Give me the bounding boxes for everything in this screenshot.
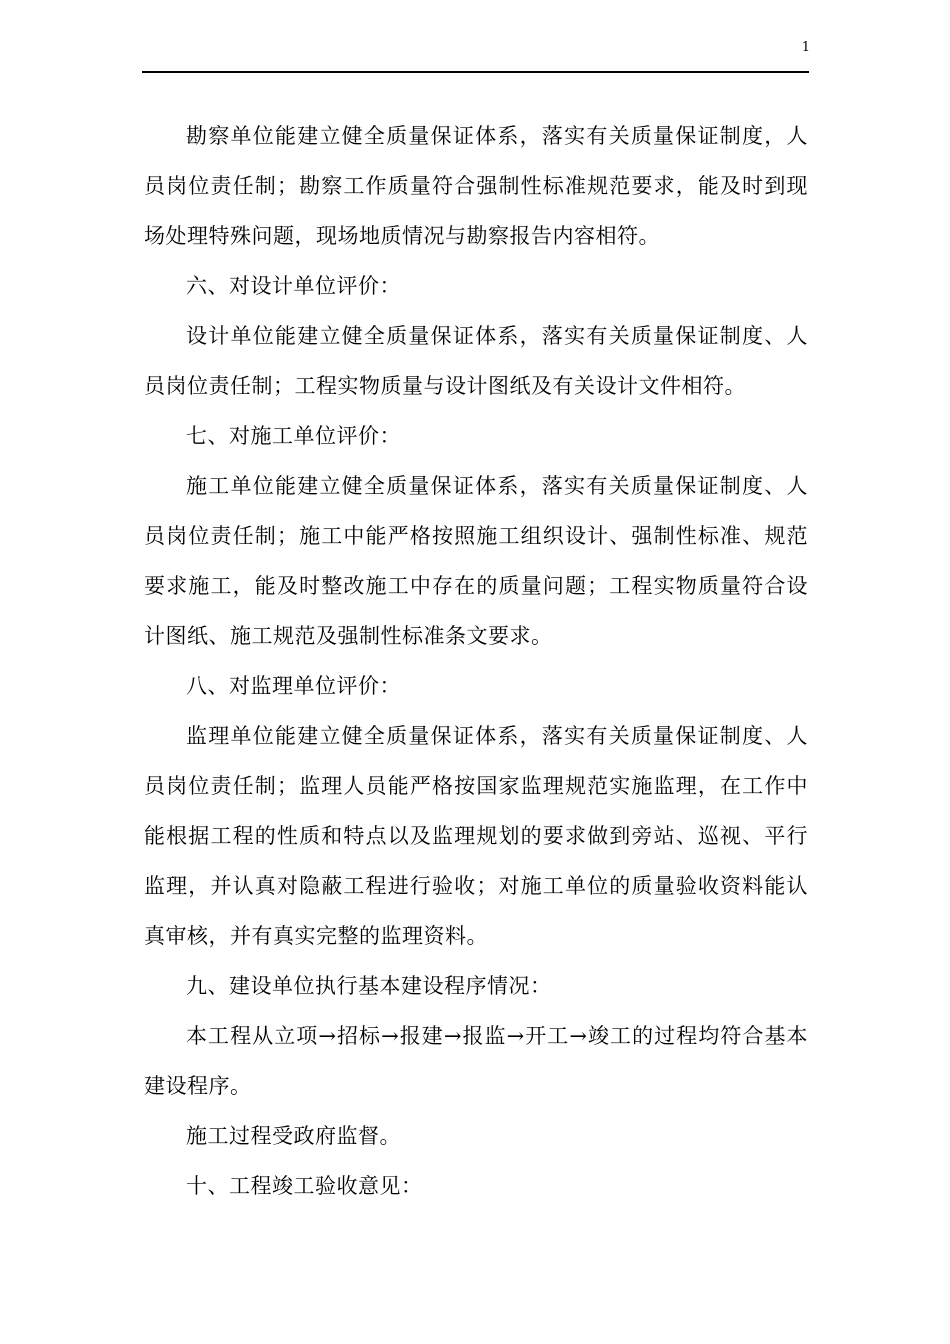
heading-construction-unit-evaluation: 七、对施工单位评价：	[186, 424, 401, 448]
paragraph-supervision-unit-text: 监理单位能建立健全质量保证体系，落实有关质量保证制度、人员岗位责任制；监理人员能严格按国家监理规范实施监理，在工作中能根据工程的性质和特点以及监理规划的要求做到旁站、巡视、平行监理，并认真对隐蔽工程进行验收；对施工单位的质量验收资料能认真审核，并有真实完整的监理资料。	[144, 724, 808, 948]
header-rule	[142, 71, 809, 73]
heading-supervision-unit-evaluation: 八、对监理单位评价：	[186, 674, 401, 698]
paragraph-build-procedure-text: 本工程从立项→招标→报建→报监→开工→竣工的过程均符合基本建设程序。	[144, 1024, 808, 1098]
page-number: 1	[801, 40, 810, 55]
heading-design-unit-evaluation: 六、对设计单位评价：	[186, 274, 401, 298]
heading-build-procedure: 九、建设单位执行基本建设程序情况：	[186, 974, 552, 998]
heading-completion-acceptance: 十、工程竣工验收意见：	[186, 1174, 423, 1198]
paragraph-design-unit-text: 设计单位能建立健全质量保证体系，落实有关质量保证制度、人员岗位责任制；工程实物质量与设计图纸及有关设计文件相符。	[144, 324, 808, 398]
document-body	[144, 111, 808, 1211]
paragraph-construction-unit-text: 施工单位能建立健全质量保证体系，落实有关质量保证制度、人员岗位责任制；施工中能严格按照施工组织设计、强制性标准、规范要求施工，能及时整改施工中存在的质量问题；工程实物质量符合设计图纸、施工规范及强制性标准条文要求。	[144, 474, 808, 648]
paragraph-government-supervision: 施工过程受政府监督。	[186, 1124, 401, 1148]
paragraph-survey-unit-text: 勘察单位能建立健全质量保证体系，落实有关质量保证制度，人员岗位责任制；勘察工作质量符合强制性标准规范要求，能及时到现场处理特殊问题，现场地质情况与勘察报告内容相符。	[144, 124, 808, 248]
